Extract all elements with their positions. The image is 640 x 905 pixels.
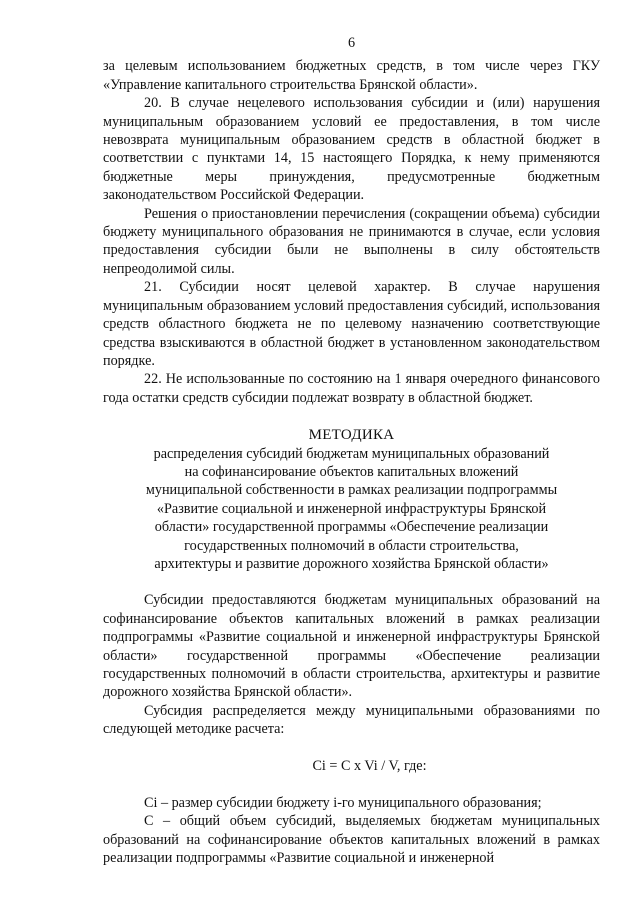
paragraph-item-21: 21. Субсидии носят целевой характер. В случае нарушения муниципальным образованием условий предоставления субсидий, использования средств областного бюджета не по целевому назначению соответствующие средства взыскиваются в областной бюджет в установленном законодательством порядке. — [103, 279, 600, 369]
page-number: 6 — [347, 35, 356, 51]
method-subtitle: распределения субсидий бюджетам муниципальных образований на софинансирование объектов капитальных вложений муниципальной собственности в рамках реализации подпрограммы «Развитие социальной и инженерной инфраструктуры Брянской области» государственной программы «Обеспечение реализации государственных полномочий в области строительства, архитектуры и развитие дорожного хозяйства Брянской области» — [145, 445, 558, 572]
paragraph-item-22: 22. Не использованные по состоянию на 1 января очередного финансового года остатки средств субсидии подлежат возврату в областной бюджет. — [103, 371, 600, 406]
definition-c: C – общий объем субсидий, выделяемых бюджетам муниципальных образований на софинансирование объектов капитальных вложений в рамках реализации подпрограммы «Развитие социальной и инженерной — [103, 813, 600, 867]
section-gap — [103, 573, 600, 591]
document-page — [103, 34, 600, 868]
method-title: МЕТОДИКА — [308, 427, 395, 444]
paragraph-suspension-decision: Решения о приостановлении перечисления (сокращении объема) субсидии бюджету муниципального образования не принимаются в случае, если условия предоставления субсидии были не выполнены в силу обстоятельств непреодолимой силы. — [103, 205, 600, 277]
formula: Ci = C x Vi / V, где: — [312, 757, 427, 774]
paragraph-subsidy-purpose: Субсидии предоставляются бюджетам муниципальных образований на софинансирование объектов капитальных вложений в рамках реализации подпрограммы «Развитие социальной и инженерной инфраструктуры Брянской области» государственной программы «Обеспечение реализации государственных полномочий в области строительства, архитектуры и развитие дорожного хозяйства Брянской области». — [103, 592, 600, 701]
method-heading — [103, 426, 600, 573]
paragraph-item-20: 20. В случае нецелевого использования субсидии и (или) нарушения муниципальным образованием условий ее предоставления, в том числе невозврата муниципальным образованием средств в областной бюджет в соответствии с пунктами 14, 15 настоящего Порядка, к нему применяются бюджетные меры принуждения, предусмотренные бюджетным законодательством Российской Федерации. — [103, 95, 600, 204]
paragraph-continuation: за целевым использованием бюджетных средств, в том числе через ГКУ «Управление капитального строительства Брянской области». — [103, 58, 600, 93]
paragraph-distribution-intro: Субсидия распределяется между муниципальными образованиями по следующей методике расчета: — [103, 702, 600, 738]
definition-ci: Ci – размер субсидии бюджету i-го муниципального образования; — [144, 795, 542, 812]
